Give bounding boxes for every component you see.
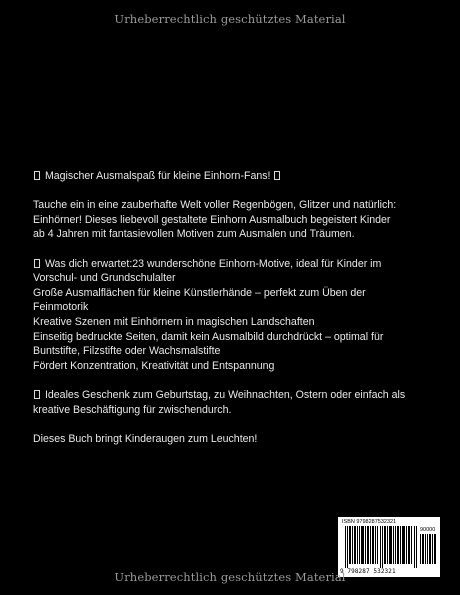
intro-line: ab 4 Jahren mit fantasievollen Motiven zum Ausmalen und Träumen. xyxy=(33,228,355,241)
feature-line: Kreative Szenen mit Einhörnern in magischen Landschaften xyxy=(33,315,315,328)
missing-glyph-icon xyxy=(34,390,40,399)
missing-glyph-icon xyxy=(34,171,40,180)
isbn-barcode xyxy=(338,517,440,577)
watermark-top: Urheberrechtlich geschütztes Material xyxy=(114,12,346,26)
closing-paragraph xyxy=(33,432,433,447)
gift-line: kreative Beschäftigung für zwischendurch. xyxy=(33,403,232,416)
closing-line: Dieses Buch bringt Kinderaugen zum Leuchten! xyxy=(33,432,258,445)
headline: Magischer Ausmalspaß für kleine Einhorn-Fans! xyxy=(44,170,271,182)
feature-line: Was dich erwartet:23 wunderschöne Einhorn-Motive, ideal für Kinder im xyxy=(44,257,382,270)
book-description xyxy=(33,169,433,446)
feature-line: Fördert Konzentration, Kreativität und Entspannung xyxy=(33,359,275,372)
feature-line: Buntstifte, Filzstifte oder Wachsmalstifte xyxy=(33,345,221,358)
intro-line: Einhörner! Dieses liebevoll gestaltete Einhorn Ausmalbuch begeistert Kinder xyxy=(33,213,391,226)
barcode-bars xyxy=(345,526,417,568)
feature-line: Feinmotorik xyxy=(33,301,89,314)
intro-paragraph xyxy=(33,198,433,242)
barcode-digits: 9 798287 532321 xyxy=(340,568,396,575)
feature-line: Einseitig bedruckte Seiten, damit kein Ausmalbild durchdrückt – optimal für xyxy=(33,330,384,343)
intro-line: Tauche ein in eine zauberhafte Welt voller Regenbögen, Glitzer und natürlich: xyxy=(33,199,397,212)
isbn-label: ISBN 9798287532321 xyxy=(342,519,397,525)
feature-line: Vorschul- und Grundschulalter xyxy=(33,272,176,285)
feature-line: Große Ausmalflächen für kleine Künstlerhände – perfekt zum Üben der xyxy=(33,286,366,299)
features-paragraph xyxy=(33,257,433,374)
price-code: 90000 xyxy=(420,527,436,533)
headline-paragraph xyxy=(33,169,433,184)
gift-paragraph xyxy=(33,388,433,417)
missing-glyph-icon xyxy=(34,259,40,268)
watermark-bottom: Urheberrechtlich geschütztes Material xyxy=(114,570,346,584)
missing-glyph-icon xyxy=(274,171,280,180)
addon-barcode-bars xyxy=(420,534,436,564)
gift-line: Ideales Geschenk zum Geburtstag, zu Weihnachten, Ostern oder einfach als xyxy=(44,388,406,401)
